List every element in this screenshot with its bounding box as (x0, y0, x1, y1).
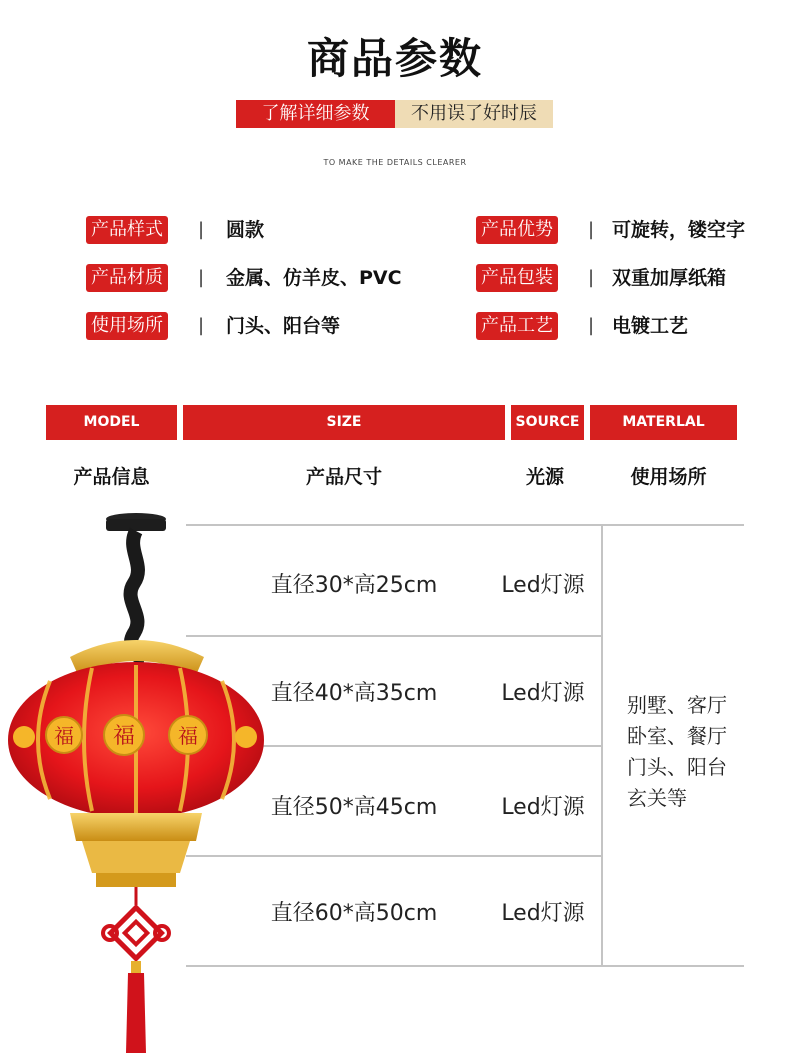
table-row-size: 直径40*高35cm (270, 681, 438, 706)
usage-line: 卧室、餐厅 (627, 724, 727, 748)
table-row-source: Led灯源 (501, 795, 585, 820)
table-row-size: 直径30*高25cm (270, 573, 438, 598)
table-row-size: 直径60*高50cm (270, 901, 438, 926)
table-divider (601, 524, 603, 967)
param-label-style: 产品样式 (86, 216, 168, 244)
param-separator: | (588, 219, 595, 240)
param-separator: | (198, 267, 205, 288)
table-header-model: MODEL (46, 405, 177, 440)
table-row-size: 直径50*高45cm (270, 795, 438, 820)
subtitle-tan: 不用误了好时辰 (395, 100, 553, 128)
param-value-location: 门头、阳台等 (226, 315, 341, 337)
param-value-material: 金属、仿羊皮、PVC (226, 267, 402, 289)
svg-text:福: 福 (54, 724, 74, 748)
table-row-source: Led灯源 (501, 901, 585, 926)
table-subheader-usage: 使用场所 (630, 466, 707, 488)
usage-line: 玄关等 (627, 786, 687, 810)
lantern-bottom-rim (70, 813, 202, 841)
param-separator: | (198, 219, 205, 240)
param-label-craft: 产品工艺 (476, 312, 558, 340)
usage-line: 门头、阳台 (627, 755, 727, 779)
tassel (126, 973, 146, 1053)
param-value-craft: 电镀工艺 (612, 315, 689, 337)
table-subheader-size: 产品尺寸 (305, 466, 382, 488)
table-header-size: SIZE (183, 405, 505, 440)
lantern-illustration (0, 505, 280, 1064)
param-separator: | (198, 315, 205, 336)
svg-text:福: 福 (112, 724, 136, 749)
tagline: TO MAKE THE DETAILS CLEARER (323, 158, 467, 167)
param-value-packaging: 双重加厚纸箱 (612, 267, 727, 289)
page-title: 商品参数 (306, 34, 483, 83)
param-label-packaging: 产品包装 (476, 264, 558, 292)
table-subheader-source: 光源 (525, 466, 564, 488)
param-separator: | (588, 267, 595, 288)
param-value-style: 圆款 (226, 219, 265, 241)
param-value-advantage: 可旋转，镂空字 (612, 219, 746, 241)
table-row-source: Led灯源 (501, 681, 585, 706)
table-row-source: Led灯源 (501, 573, 585, 598)
param-separator: | (588, 315, 595, 336)
usage-line: 别墅、客厅 (627, 693, 727, 717)
param-label-material: 产品材质 (86, 264, 168, 292)
param-label-advantage: 产品优势 (476, 216, 558, 244)
subtitle-red: 了解详细参数 (236, 100, 395, 128)
table-subheader-info: 产品信息 (73, 466, 150, 488)
table-header-material: MATERLAL (590, 405, 737, 440)
param-label-location: 使用场所 (86, 312, 168, 340)
usage-cell (627, 690, 727, 814)
table-header-source: SOURCE (511, 405, 584, 440)
svg-text:福: 福 (178, 724, 198, 748)
